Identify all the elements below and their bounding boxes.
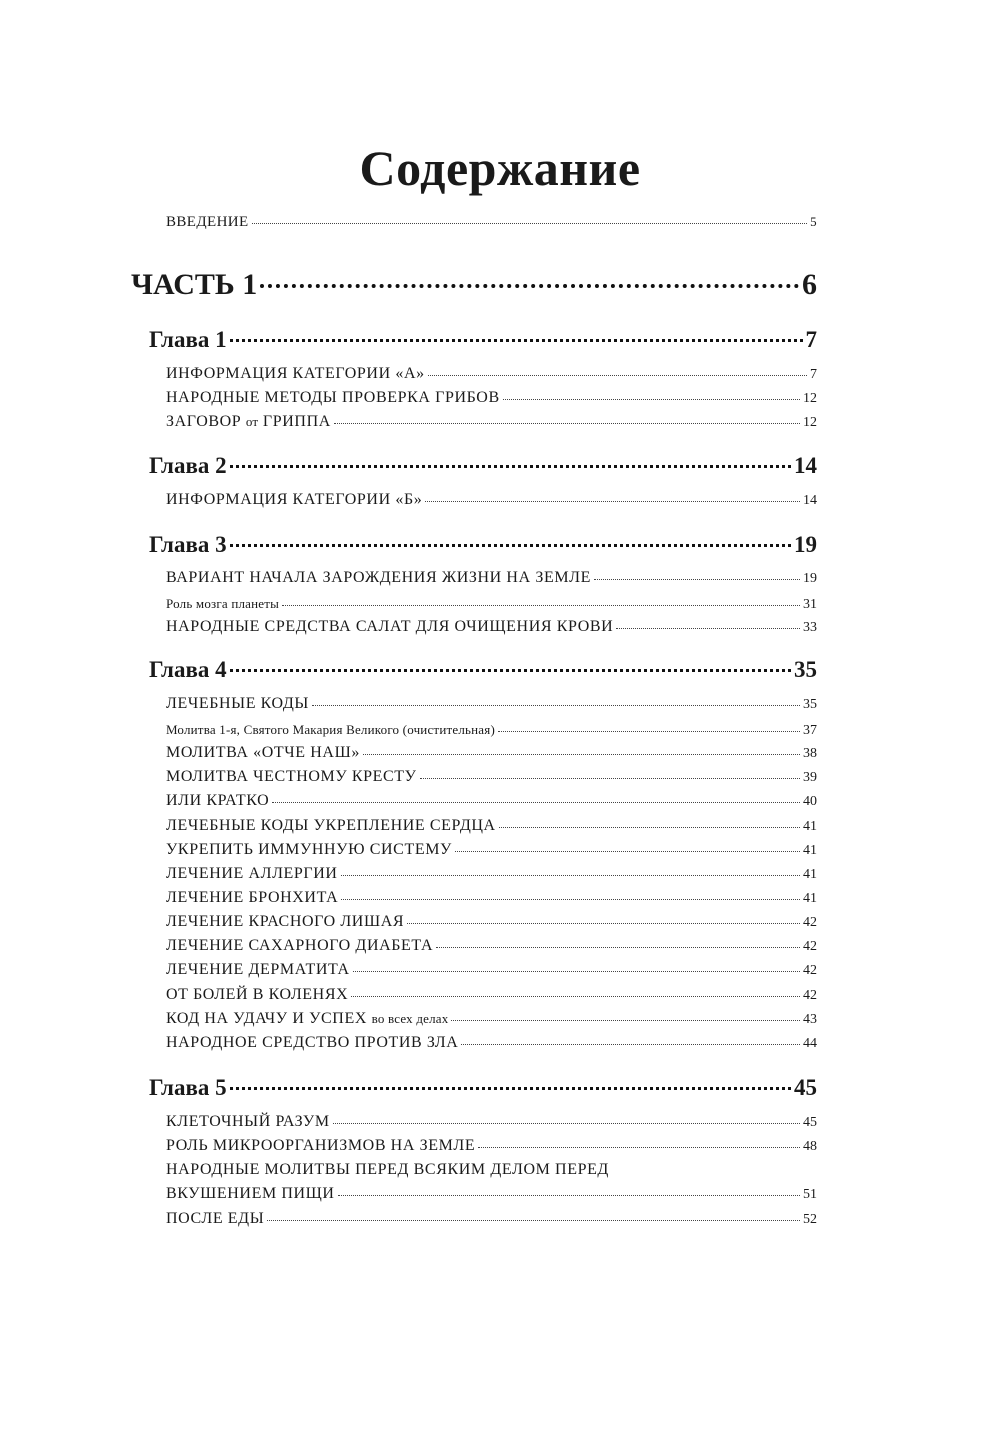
dot-leader bbox=[272, 802, 800, 803]
part-label: ЧАСТЬ 1 bbox=[131, 268, 258, 301]
entry-label: НАРОДНЫЕ СРЕДСТВА САЛАТ ДЛЯ ОЧИЩЕНИЯ КРОВИ bbox=[166, 618, 614, 635]
page-number: 40 bbox=[803, 794, 817, 809]
page-number: 41 bbox=[803, 819, 817, 834]
toc-entry[interactable] bbox=[166, 1113, 817, 1131]
toc-entry[interactable] bbox=[166, 491, 817, 509]
dot-leader bbox=[230, 465, 791, 468]
dot-leader bbox=[230, 1087, 791, 1090]
dot-leader bbox=[333, 1123, 800, 1124]
toc-entry[interactable] bbox=[166, 865, 817, 883]
page-number: 6 bbox=[802, 268, 817, 301]
toc-entry[interactable] bbox=[166, 1185, 817, 1203]
page-number: 31 bbox=[803, 597, 817, 612]
toc-part-1[interactable] bbox=[131, 268, 817, 302]
entry-label: ИЛИ КРАТКО bbox=[166, 792, 270, 809]
page-number: 35 bbox=[794, 657, 817, 682]
dot-leader bbox=[363, 754, 800, 755]
entry-label: ИНФОРМАЦИЯ КАТЕГОРИИ «А» bbox=[166, 365, 425, 382]
toc-entry[interactable] bbox=[166, 817, 817, 835]
dot-leader bbox=[338, 1195, 800, 1196]
entry-label: ЛЕЧЕНИЕ БРОНХИТА bbox=[166, 889, 339, 906]
dot-leader bbox=[478, 1147, 800, 1148]
dot-leader bbox=[252, 223, 807, 224]
page-number: 37 bbox=[803, 723, 817, 738]
dot-leader bbox=[420, 778, 800, 779]
page-number: 39 bbox=[803, 770, 817, 785]
toc-chapter-1[interactable] bbox=[149, 327, 817, 353]
dot-leader bbox=[230, 669, 791, 672]
toc-entry[interactable] bbox=[166, 1210, 817, 1228]
chapter-label: Глава 2 bbox=[149, 453, 227, 478]
entry-label: ЛЕЧЕБНЫЕ КОДЫ bbox=[166, 695, 309, 712]
entry-label: Роль мозга планеты bbox=[166, 596, 280, 611]
toc-entry[interactable] bbox=[166, 913, 817, 931]
toc-entry[interactable] bbox=[166, 986, 817, 1004]
page-number: 12 bbox=[803, 415, 817, 430]
chapter-label: Глава 5 bbox=[149, 1075, 227, 1100]
entry-label: ВВЕДЕНИЕ bbox=[166, 214, 249, 230]
toc-entry[interactable] bbox=[166, 889, 817, 907]
entry-label: ЛЕЧЕНИЕ САХАРНОГО ДИАБЕТА bbox=[166, 937, 434, 954]
toc-chapter-3[interactable] bbox=[149, 532, 817, 558]
dot-leader bbox=[616, 628, 800, 629]
dot-leader bbox=[503, 399, 800, 400]
toc-entry[interactable] bbox=[166, 1137, 817, 1155]
dot-leader bbox=[594, 579, 800, 580]
page-title: Содержание bbox=[359, 140, 641, 196]
entry-label: ЛЕЧЕБНЫЕ КОДЫ УКРЕПЛЕНИЕ СЕРДЦА bbox=[166, 817, 496, 834]
entry-label: ОТ БОЛЕЙ В КОЛЕНЯХ bbox=[166, 986, 349, 1003]
toc-entry[interactable] bbox=[166, 841, 817, 859]
toc-entry[interactable] bbox=[166, 961, 817, 979]
entry-label: ЛЕЧЕНИЕ КРАСНОГО ЛИШАЯ bbox=[166, 913, 405, 930]
toc-chapter-5[interactable] bbox=[149, 1075, 817, 1101]
dot-leader bbox=[341, 899, 800, 900]
entry-label: ПОСЛЕ ЕДЫ bbox=[166, 1210, 265, 1227]
toc-entry[interactable] bbox=[166, 618, 817, 636]
toc-entry[interactable] bbox=[166, 722, 817, 739]
toc-entry-line1[interactable]: НАРОДНЫЕ МОЛИТВЫ ПЕРЕД ВСЯКИМ ДЕЛОМ ПЕРЕД bbox=[166, 1161, 609, 1178]
toc-entry[interactable] bbox=[166, 1034, 817, 1052]
page-number: 19 bbox=[803, 571, 817, 586]
dot-leader bbox=[498, 731, 800, 732]
toc-entry-intro[interactable] bbox=[166, 214, 817, 231]
page-number: 48 bbox=[803, 1139, 817, 1154]
toc-entry[interactable] bbox=[166, 937, 817, 955]
entry-label: РОЛЬ МИКРООРГАНИЗМОВ НА ЗЕМЛЕ bbox=[166, 1137, 476, 1154]
toc-chapter-4[interactable] bbox=[149, 657, 817, 683]
entry-label: ЛЕЧЕНИЕ ДЕРМАТИТА bbox=[166, 961, 350, 978]
page-number: 12 bbox=[803, 391, 817, 406]
toc-entry[interactable] bbox=[166, 413, 817, 431]
entry-label: МОЛИТВА «ОТЧЕ НАШ» bbox=[166, 744, 360, 761]
page-number: 41 bbox=[803, 891, 817, 906]
toc-entry[interactable] bbox=[166, 365, 817, 383]
dot-leader bbox=[230, 339, 803, 342]
toc-entry[interactable] bbox=[166, 596, 817, 613]
page-number: 41 bbox=[803, 867, 817, 882]
page-number: 38 bbox=[803, 746, 817, 761]
entry-label: ВКУШЕНИЕМ ПИЩИ bbox=[166, 1185, 335, 1202]
page-number: 14 bbox=[794, 453, 817, 478]
toc-entry[interactable] bbox=[166, 768, 817, 786]
page-number: 42 bbox=[803, 939, 817, 954]
dot-leader bbox=[341, 875, 800, 876]
dot-leader bbox=[428, 375, 807, 376]
page-number: 44 bbox=[803, 1036, 817, 1051]
entry-label: МОЛИТВА ЧЕСТНОМУ КРЕСТУ bbox=[166, 768, 417, 785]
toc-entry[interactable] bbox=[166, 1010, 817, 1028]
toc-entry[interactable] bbox=[166, 695, 817, 713]
chapter-label: Глава 3 bbox=[149, 532, 227, 557]
dot-leader bbox=[230, 544, 791, 547]
dot-leader bbox=[334, 423, 800, 424]
entry-label: ИНФОРМАЦИЯ КАТЕГОРИИ «Б» bbox=[166, 491, 423, 508]
dot-leader bbox=[461, 1044, 800, 1045]
toc-entry[interactable] bbox=[166, 744, 817, 762]
entry-label: ЗАГОВОР от ГРИППА bbox=[166, 413, 331, 430]
dot-leader bbox=[282, 605, 800, 606]
dot-leader bbox=[260, 284, 799, 288]
chapter-label: Глава 1 bbox=[149, 327, 227, 352]
dot-leader bbox=[407, 923, 800, 924]
page-number: 5 bbox=[810, 214, 817, 229]
dot-leader bbox=[353, 971, 800, 972]
dot-leader bbox=[425, 501, 800, 502]
entry-label: ЛЕЧЕНИЕ АЛЛЕРГИИ bbox=[166, 865, 338, 882]
page-number: 51 bbox=[803, 1187, 817, 1202]
dot-leader bbox=[455, 851, 800, 852]
page-number: 33 bbox=[803, 620, 817, 635]
page-number: 43 bbox=[803, 1012, 817, 1027]
page-number: 42 bbox=[803, 915, 817, 930]
dot-leader bbox=[499, 827, 800, 828]
toc-entry[interactable] bbox=[166, 792, 817, 810]
page-number: 45 bbox=[794, 1075, 817, 1100]
chapter-label: Глава 4 bbox=[149, 657, 227, 682]
entry-label: КОД НА УДАЧУ И УСПЕХ во всех делах bbox=[166, 1010, 449, 1027]
page-number: 7 bbox=[805, 327, 817, 352]
page-number: 7 bbox=[810, 367, 817, 382]
entry-label: Молитва 1-я, Святого Макария Великого (очистительная) bbox=[166, 722, 495, 737]
dot-leader bbox=[267, 1220, 800, 1221]
page-number: 45 bbox=[803, 1115, 817, 1130]
page-number: 42 bbox=[803, 963, 817, 978]
entry-label: НАРОДНОЕ СРЕДСТВО ПРОТИВ ЗЛА bbox=[166, 1034, 459, 1051]
page-number: 14 bbox=[803, 493, 817, 508]
page-number: 42 bbox=[803, 988, 817, 1003]
page-number: 35 bbox=[803, 697, 817, 712]
page-number: 19 bbox=[794, 532, 817, 557]
toc-chapter-2[interactable] bbox=[149, 453, 817, 479]
dot-leader bbox=[312, 705, 800, 706]
dot-leader bbox=[351, 996, 800, 997]
entry-label: НАРОДНЫЕ МЕТОДЫ ПРОВЕРКА ГРИБОВ bbox=[166, 389, 500, 406]
entry-label: УКРЕПИТЬ ИММУННУЮ СИСТЕМУ bbox=[166, 841, 452, 858]
page-number: 52 bbox=[803, 1212, 817, 1227]
dot-leader bbox=[451, 1020, 800, 1021]
entry-label: КЛЕТОЧНЫЙ РАЗУМ bbox=[166, 1113, 330, 1130]
dot-leader bbox=[436, 947, 800, 948]
toc-entry[interactable] bbox=[166, 389, 817, 407]
page-number: 41 bbox=[803, 843, 817, 858]
entry-label: ВАРИАНТ НАЧАЛА ЗАРОЖДЕНИЯ ЖИЗНИ НА ЗЕМЛЕ bbox=[166, 569, 591, 586]
toc-entry[interactable] bbox=[166, 569, 817, 587]
